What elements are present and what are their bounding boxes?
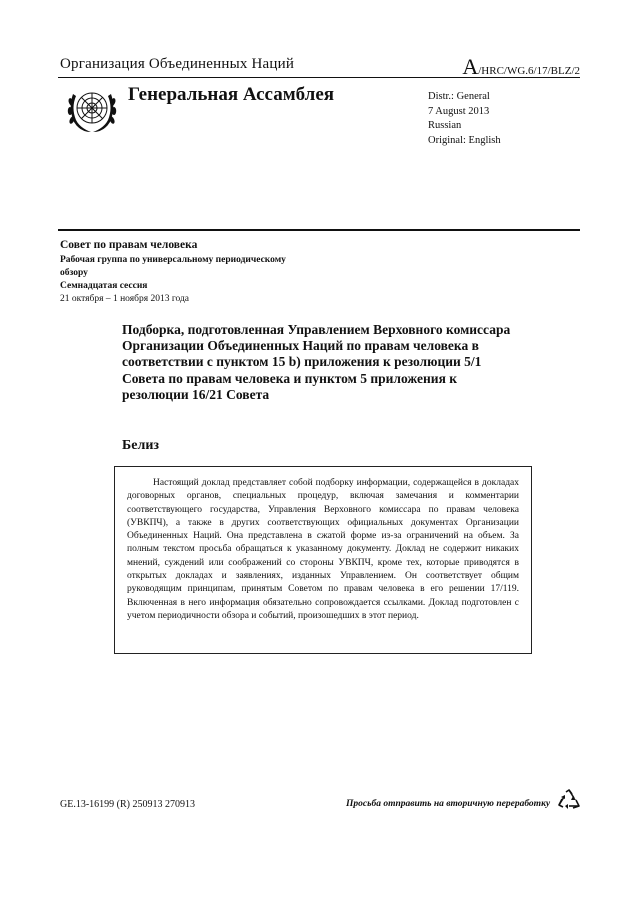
distribution-block — [428, 90, 501, 148]
summary-text: Настоящий доклад представляет собой подборку информации, содержащейся в докладах договорных органов, специальных процедур, включая замечания и комментарии соответствующего государства, Управления Верховного комиссара по правам человека (УВКПЧ), а также в других соответствующих официальных документах Организации Объединенных Наций. Она представлена в сжатой форме из-за ограничений на объем. За полным текстом просьба обращаться к указанному документу. Доклад не содержит никаких мнений, суждений или соображений со стороны УВКПЧ, кроме тех, которые приводятся в открытых докладах и заявлениях, изданных Управлением. Он соответствует общим руководящим принципам, принятым Советом по правам человека в его решении 17/119. Включенная в него информация обязательно сопровождается ссылками. Доклад подготовлен с учетом периодичности обзора и событий, произошедших в этот период. — [127, 478, 519, 621]
recycle-icon — [556, 788, 582, 812]
header-rule — [58, 77, 580, 78]
country-name: Белиз — [122, 438, 160, 453]
session-meta — [60, 254, 290, 306]
working-group: Рабочая группа по универсальному периодическому обзору — [60, 255, 286, 278]
job-number: GE.13-16199 (R) 250913 270913 — [60, 799, 195, 810]
date-line: 7 August 2013 — [428, 105, 490, 117]
section-rule — [58, 229, 580, 231]
symbol-number: /HRC/WG.6/17/BLZ/2 — [478, 65, 580, 77]
recycle-note: Просьба отправить на вторичную переработку — [346, 799, 551, 809]
un-emblem-icon — [64, 84, 120, 136]
language-line: Russian — [428, 120, 462, 131]
document-title: Подборка, подготовленная Управлением Верховного комиссара Организации Объединенных Наций по правам человека в соответствии с пунктом 15 b) приложения к резолюции 5/1 Совета по правам человека и пунктом 5 приложения к резолюции 16/21 Совета — [122, 322, 511, 402]
organization-name: Организация Объединенных Наций — [60, 56, 295, 72]
body-name: Генеральная Ассамблея — [128, 84, 335, 105]
distribution-line: Distr.: General — [428, 91, 490, 102]
symbol-letter: A — [462, 54, 479, 79]
council-name: Совет по правам человека — [60, 239, 198, 251]
summary-box — [114, 466, 532, 654]
original-language-line: Original: English — [428, 134, 501, 146]
session-dates: 21 октября – 1 ноября 2013 года — [60, 294, 190, 304]
session-name: Семнадцатая сессия — [60, 281, 148, 291]
